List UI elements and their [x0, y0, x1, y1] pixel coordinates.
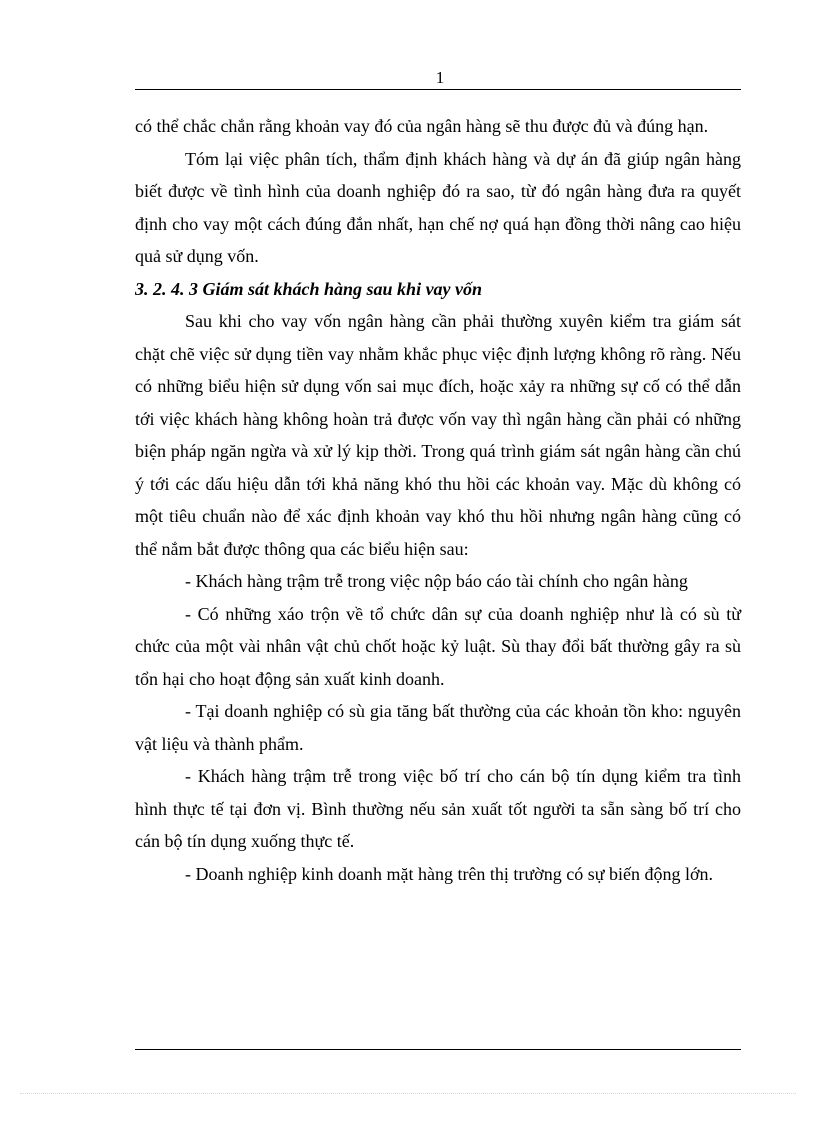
- list-item-inventory: - Tại doanh nghiệp có sù gia tăng bất thường của các khoản tồn kho: nguyên vật liệu và thành phẩm.: [135, 701, 741, 754]
- list-item-org-changes: - Có những xáo trộn về tổ chức dân sự của doanh nghiệp như là có sù từ chức của một vài nhân vật chủ chốt hoặc kỷ luật. Sù thay đổi bất thường gây ra sù tổn hại cho hoạt động sản xuất kinh doanh.: [135, 603, 741, 689]
- page-number: 1: [435, 68, 445, 87]
- list-item-market-volatility: - Doanh nghiệp kinh doanh mặt hàng trên thị trường có sự biến động lớn.: [185, 863, 713, 884]
- section-heading: 3. 2. 4. 3 Giám sát khách hàng sau khi vay vốn: [135, 278, 483, 299]
- page-edge-divider: [20, 1093, 796, 1094]
- list-item-late-reports: - Khách hàng trậm trễ trong việc nộp báo cáo tài chính cho ngân hàng: [185, 571, 688, 591]
- paragraph-monitoring: Sau khi cho vay vốn ngân hàng cần phải thường xuyên kiểm tra giám sát chặt chẽ việc sử dụng tiền vay nhằm khắc phục việc định lượng không rõ ràng. Nếu có những biểu hiện sử dụng vốn sai mục đích, hoặc xảy ra những sự cố có thể dẫn tới việc khách hàng không hoàn trả được vốn vay thì ngân hàng cần phải có những biện pháp ngăn ngừa và xử lý kịp thời. Trong quá trình giám sát ngân hàng cần chú ý tới các dấu hiệu dẫn tới khả năng khó thu hồi các khoản vay. Mặc dù không có một tiêu chuẩn nào để xác định khoản vay khó thu hồi nhưng ngân hàng cũng có thể nắm bắt được thông qua các biểu hiện sau:: [135, 311, 741, 559]
- paragraph-continuation: có thể chắc chắn rằng khoản vay đó của ngân hàng sẽ thu được đủ và đúng hạn.: [135, 116, 709, 136]
- header-rule: [135, 89, 741, 90]
- document-body: [135, 110, 741, 890]
- footer-rule: [135, 1049, 741, 1050]
- list-item-site-inspection: - Khách hàng trậm trễ trong việc bố trí cho cán bộ tín dụng kiểm tra tình hình thực tế tại đơn vị. Bình thường nếu sản xuất tốt người ta sẵn sàng bố trí cho cán bộ tín dụng xuống thực tế.: [135, 766, 741, 851]
- paragraph-summary: Tóm lại việc phân tích, thẩm định khách hàng và dự án đã giúp ngân hàng biết được về tình hình của doanh nghiệp đó ra sao, từ đó ngân hàng đưa ra quyết định cho vay một cách đúng đắn nhất, hạn chế nợ quá hạn đồng thời nâng cao hiệu quả sử dụng vốn.: [135, 148, 741, 266]
